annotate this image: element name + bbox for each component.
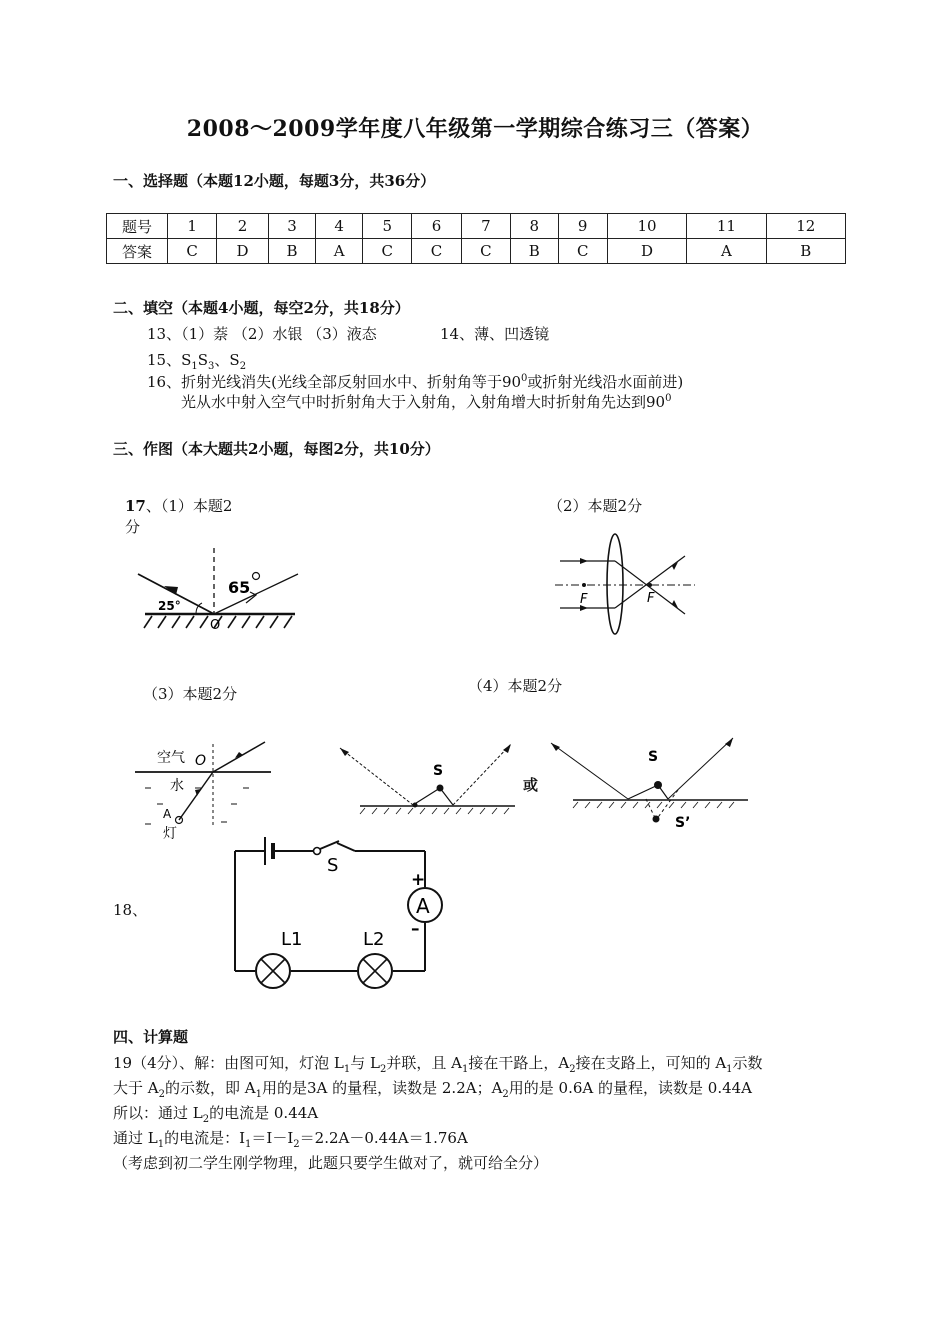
- q17-1-label: 17、（1）本题2: [125, 497, 233, 515]
- answer-19-line3: 所以：通过 $L_2$的电流是 0.44A: [113, 1104, 319, 1125]
- ammeter-plus-label: +: [411, 870, 426, 890]
- table-cell: D: [217, 239, 268, 264]
- source-s-label: S: [648, 749, 659, 765]
- table-cell: 3: [268, 214, 316, 239]
- q17-1-label-cont: 分: [125, 518, 141, 536]
- table-cell: C: [412, 239, 461, 264]
- table-cell: C: [363, 239, 412, 264]
- table-cell: C: [558, 239, 607, 264]
- point-o-label: O: [195, 753, 207, 769]
- answer-16-line2: 光从水中射入空气中时折射角大于入射角，入射角增大时折射角先达到$90^0$: [181, 393, 672, 411]
- table-cell: B: [268, 239, 316, 264]
- answer-15: 15、$S_1S_3$、$S_2$: [147, 351, 247, 372]
- answer-14: 14、薄、凹透镜: [440, 325, 550, 343]
- air-label: 空气: [157, 750, 185, 766]
- table-cell: A: [687, 239, 766, 264]
- table-cell: 7: [461, 214, 510, 239]
- row-label-question: 题号: [107, 214, 168, 239]
- ammeter-a-label: A: [416, 894, 430, 918]
- circuit-diagram: [225, 827, 455, 997]
- table-cell: 2: [217, 214, 268, 239]
- table-cell: B: [511, 239, 559, 264]
- point-a-label: A: [163, 807, 172, 821]
- table-cell: 8: [511, 214, 559, 239]
- q17-4-label: （4）本题2分: [468, 677, 563, 695]
- water-label: 水: [170, 778, 184, 794]
- switch-s-label: S: [327, 855, 339, 876]
- table-cell: 11: [687, 214, 766, 239]
- table-cell: 6: [412, 214, 461, 239]
- angle-25-label: 25°: [158, 599, 181, 613]
- row-label-answer: 答案: [107, 239, 168, 264]
- table-cell: 12: [766, 214, 845, 239]
- convex-lens-diagram: [550, 528, 700, 640]
- table-cell: 5: [363, 214, 412, 239]
- mirror-reflection-diagram-1: [335, 738, 520, 816]
- point-o-label: O: [210, 618, 221, 633]
- q17-2-label: （2）本题2分: [548, 497, 643, 515]
- or-label: 或: [523, 776, 539, 794]
- lamp-l1-label: L1: [281, 929, 303, 950]
- table-cell: C: [461, 239, 510, 264]
- table-row: [107, 239, 846, 264]
- table-cell: C: [168, 239, 217, 264]
- focus-right-label: F: [647, 591, 655, 606]
- q18-label: 18、: [113, 901, 148, 919]
- ammeter-minus-label: –: [411, 919, 420, 939]
- table-row: [107, 214, 846, 239]
- table-cell: A: [316, 239, 363, 264]
- source-s-label: S: [433, 763, 444, 779]
- lamp-label: 灯: [163, 826, 177, 842]
- angle-65-label: 65: [228, 578, 251, 597]
- table-cell: B: [766, 239, 845, 264]
- table-cell: 10: [607, 214, 686, 239]
- table-cell: D: [607, 239, 686, 264]
- focus-left-label: F: [580, 592, 588, 607]
- section4-heading: 四、计算题: [113, 1028, 189, 1046]
- reflection-diagram: [130, 540, 310, 635]
- answer-19-note: （考虑到初二学生刚学物理，此题只要学生做对了，就可给全分）: [113, 1154, 549, 1172]
- table-cell: 9: [558, 214, 607, 239]
- table-cell: 1: [168, 214, 217, 239]
- answer-13: 13、（1）萘 （2）水银 （3）液态: [147, 325, 377, 343]
- answer-19-line4: 通过 $L_1$的电流是：$I_1=I-I_2=2.2A-0.44A=1.76A$: [113, 1129, 468, 1150]
- answer-table: [106, 213, 846, 264]
- image-s-prime-label: S’: [675, 815, 691, 831]
- answer-19-line2: 大于 $A_2$的示数，即 $A_1$用的是3A 的量程，读数是 2.2A；$A_2$用的是 0.6A 的量程，读数是 0.44A: [113, 1079, 753, 1100]
- section3-heading: 三、作图（本大题共2小题，每图2分，共10分）: [113, 440, 440, 458]
- table-cell: 4: [316, 214, 363, 239]
- page-title: 2008～2009学年度八年级第一学期综合练习三（答案）: [186, 116, 764, 142]
- answer-19-line1: 19（4分）、解：由图可知，灯泡 $L_1$与 $L_2$并联，且 $A_1$接在干路上，$A_2$接在支路上，可知的 $A_1$示数: [113, 1054, 763, 1075]
- section2-heading: 二、填空（本题4小题，每空2分，共18分）: [113, 299, 410, 317]
- mirror-reflection-diagram-2: [548, 735, 753, 835]
- lamp-l2-label: L2: [363, 929, 385, 950]
- answer-16-line1: 16、折射光线消失(光线全部反射回水中、折射角等于$90^0$或折射光线沿水面前进): [147, 373, 684, 391]
- q17-3-label: （3）本题2分: [143, 685, 238, 703]
- section1-heading: 一、选择题（本题12小题，每题3分，共36分）: [113, 172, 436, 190]
